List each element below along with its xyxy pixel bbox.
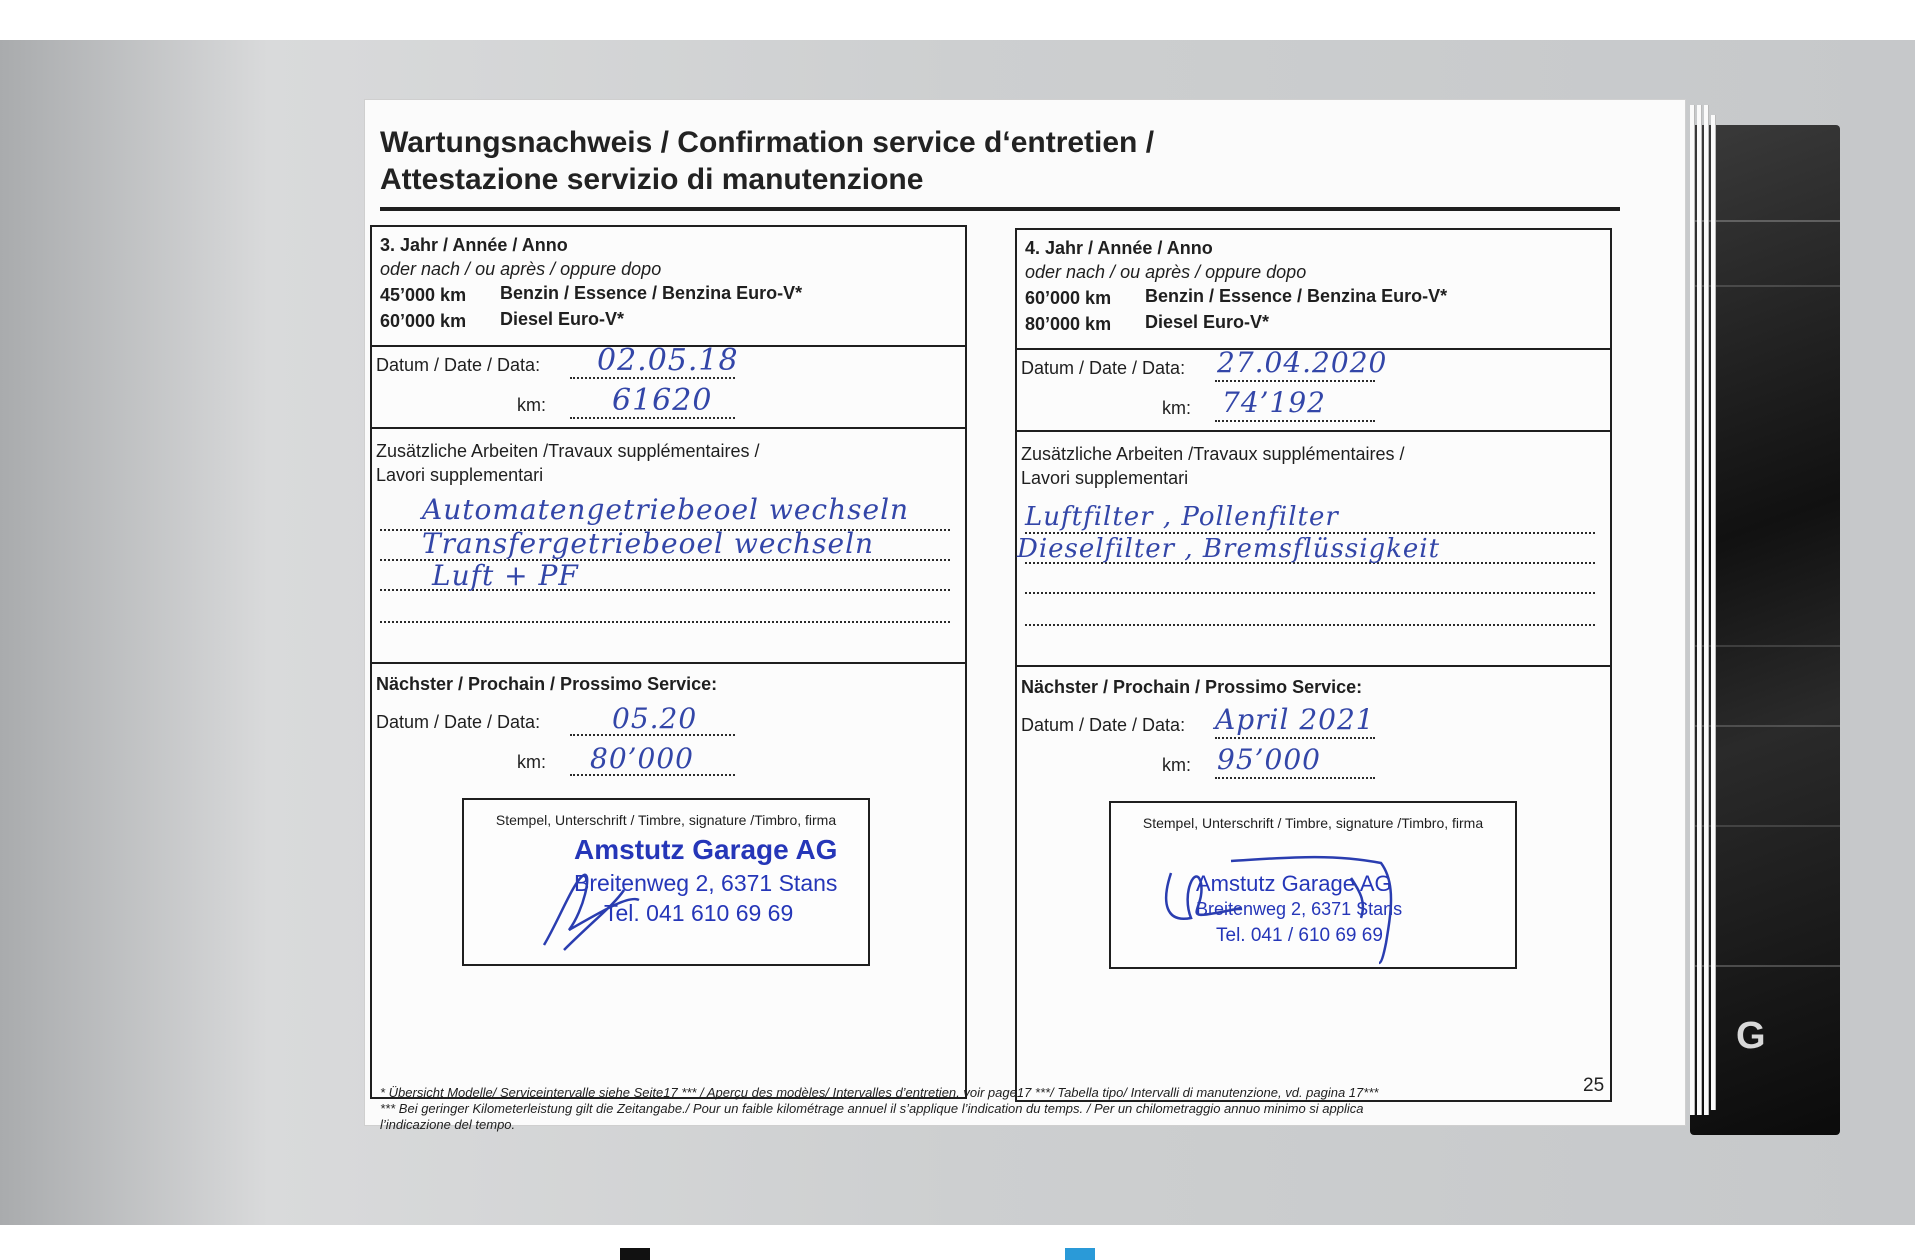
service-panel-year-3	[370, 225, 967, 1099]
date-label: Datum / Date / Data:	[376, 355, 541, 375]
writing-line	[1025, 592, 1595, 594]
or-after-label: oder nach / ou après / oppure dopo	[380, 259, 662, 279]
next-date-dotted-line	[1215, 737, 1375, 739]
interval-section	[1017, 230, 1610, 350]
date-handwritten: 27.04.2020	[1217, 346, 1388, 379]
or-after-label: oder nach / ou après / oppure dopo	[1025, 262, 1307, 282]
date-label: Datum / Date / Data:	[1021, 358, 1186, 378]
date-km-section	[1017, 348, 1610, 432]
extra-work-section	[1017, 430, 1610, 667]
service-panel-year-4	[1015, 228, 1612, 1102]
stamp-box	[1109, 801, 1517, 969]
km-petrol: 45’000 km	[380, 285, 467, 305]
extra-work-heading-1: Zusätzliche Arbeiten /Travaux supplémentaires /	[376, 441, 760, 461]
signature-scribble	[464, 800, 868, 964]
stamp-caption: Stempel, Unterschrift / Timbre, signature /Timbro, firma	[495, 812, 837, 828]
stamp-address: Breitenweg 2, 6371 Stans	[1196, 899, 1403, 919]
km-handwritten: 74’192	[1222, 386, 1326, 419]
next-service-section	[372, 662, 965, 1097]
extra-work-heading-1: Zusätzliche Arbeiten /Travaux supplémentaires /	[1021, 444, 1405, 464]
petrol-label: Benzin / Essence / Benzina Euro-V*	[500, 283, 803, 303]
extra-work-line-2: Transfergetriebeoel wechseln	[422, 527, 875, 560]
signature-scribble	[1111, 803, 1515, 967]
next-service-heading: Nächster / Prochain / Prossimo Service:	[1021, 677, 1363, 697]
next-km-handwritten: 80’000	[590, 742, 694, 775]
petrol-label: Benzin / Essence / Benzina Euro-V*	[1145, 286, 1448, 306]
next-date-handwritten: 05.20	[612, 702, 698, 735]
date-km-section	[372, 345, 965, 429]
extra-work-line-2: Dieselfilter , Bremsflüssigkeit	[1017, 534, 1441, 564]
extra-work-line-3: Luft + PF	[432, 559, 579, 592]
year-heading: 3. Jahr / Année / Anno	[380, 235, 568, 255]
km-dotted-line	[1215, 420, 1375, 422]
km-label: km:	[1162, 398, 1191, 418]
next-date-handwritten: April 2021	[1215, 703, 1375, 736]
stamp-box	[462, 798, 870, 966]
next-service-section	[1017, 665, 1610, 1100]
next-service-heading: Nächster / Prochain / Prossimo Service:	[376, 674, 718, 694]
title-line-2: Attestazione servizio di manutenzione	[380, 163, 924, 196]
extra-work-heading-2: Lavori supplementari	[1021, 468, 1189, 488]
interval-section	[372, 227, 965, 347]
footnotes	[380, 1085, 1630, 1133]
title-rule	[380, 207, 1620, 211]
km-handwritten: 61620	[612, 383, 713, 418]
km-diesel: 60’000 km	[380, 311, 467, 331]
stamp-caption: Stempel, Unterschrift / Timbre, signature /Timbro, firma	[1142, 815, 1484, 831]
scan-marker-blue	[1065, 1248, 1095, 1260]
next-km-dotted-line	[1215, 777, 1375, 779]
stamp-company: Amstutz Garage AG	[574, 834, 838, 865]
cover-letter-fragment: G	[1736, 1015, 1766, 1057]
stamp-company: Amstutz Garage AG	[1196, 871, 1392, 896]
km-diesel: 80’000 km	[1025, 314, 1112, 334]
extra-work-line-1: Luftfilter , Pollenfilter	[1025, 502, 1339, 532]
footnote-2: *** Bei geringer Kilometerleistung gilt die Zeitangabe./ Pour un faible kilométrage annuel il s’applique l’indication du temps. / Per un chilometraggio annuo minimo si applica	[380, 1101, 1364, 1116]
km-label: km:	[517, 395, 546, 415]
extra-work-section	[372, 427, 965, 664]
date-handwritten: 02.05.18	[597, 343, 739, 378]
footnote-3: l’indicazione del tempo.	[380, 1117, 516, 1132]
stamp-phone: Tel. 041 / 610 69 69	[1216, 925, 1383, 946]
next-km-handwritten: 95’000	[1217, 743, 1321, 776]
year-heading: 4. Jahr / Année / Anno	[1025, 238, 1213, 258]
page-edge	[1697, 105, 1702, 1115]
page-number: 25	[1583, 1075, 1605, 1096]
scan-marker-black	[620, 1248, 650, 1260]
extra-work-heading-2: Lavori supplementari	[376, 465, 544, 485]
diesel-label: Diesel Euro-V*	[500, 309, 625, 329]
km-petrol: 60’000 km	[1025, 288, 1112, 308]
page-title	[380, 124, 1154, 198]
writing-line	[1025, 624, 1595, 626]
writing-line	[380, 621, 950, 623]
extra-work-line-1: Automatengetriebeoel wechseln	[422, 493, 910, 526]
service-record-page	[365, 100, 1685, 1132]
page-edge	[1690, 105, 1695, 1115]
next-date-label: Datum / Date / Data:	[1021, 715, 1186, 735]
footnote-1: * Übersicht Modelle/ Serviceintervalle siehe Seite17 *** / Aperçu des modèles/ Intervalles d’entretien, voir page17 ***/ Tabella tipo/ Intervalli di manutenzione, vd. pagina 17***	[380, 1085, 1379, 1100]
diesel-label: Diesel Euro-V*	[1145, 312, 1270, 332]
date-dotted-line	[1215, 380, 1375, 382]
title-line-1: Wartungsnachweis / Confirmation service d‘entretien /	[380, 126, 1155, 159]
stamp-phone: Tel. 041 610 69 69	[604, 900, 794, 926]
next-date-label: Datum / Date / Data:	[376, 712, 541, 732]
stamp-address: Breitenweg 2, 6371 Stans	[574, 870, 838, 896]
next-km-label: km:	[1162, 755, 1191, 775]
page-edge	[1711, 115, 1716, 1110]
next-km-label: km:	[517, 752, 546, 772]
page-edge	[1704, 105, 1709, 1115]
